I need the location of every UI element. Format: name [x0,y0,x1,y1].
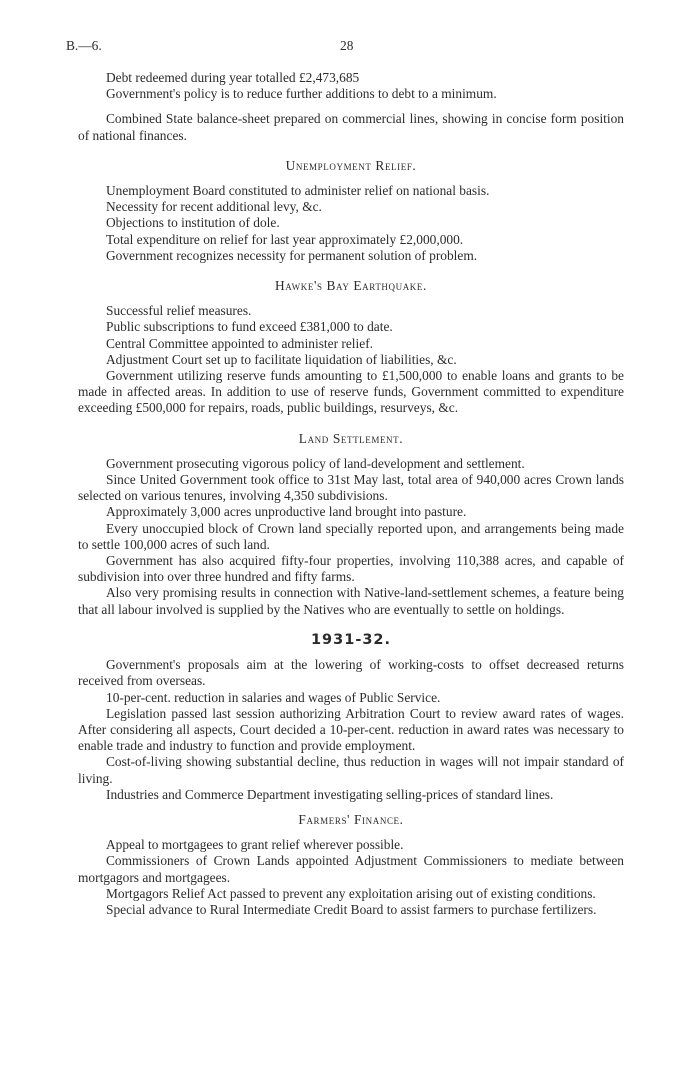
paragraph: Objections to institution of dole. [106,215,280,231]
paragraph: Government prosecuting vigorous policy of land-development and settlement. [106,455,525,471]
paragraph: 10-per-cent. reduction in salaries and wages of Public Service. [106,689,441,705]
page-header [66,38,624,58]
year-heading: 1931-32. [310,631,392,648]
paragraph: Industries and Commerce Department investigating selling-prices of standard lines. [106,786,554,802]
paragraph: Public subscriptions to fund exceed £381,000 to date. [106,319,393,335]
paragraph: Unemployment Board constituted to administer relief on national basis. [106,183,490,199]
paragraph: Government's policy is to reduce further additions to debt to a minimum. [106,86,497,102]
paragraph: Also very promising results in connection with Native-land-settlement schemes, a feature being that all labour involved is supplied by the Natives who are eventually to settle on holdings. [78,585,624,617]
paragraph: Total expenditure on relief for last year approximately £2,000,000. [106,231,464,247]
paragraph: Debt redeemed during year totalled £2,473,685 [106,70,360,85]
paragraph: Combined State balance-sheet prepared on commercial lines, showing in concise form position of national finances. [78,111,624,143]
paragraph: Necessity for recent additional levy, &c. [106,199,322,215]
paragraph: Commissioners of Crown Lands appointed Adjustment Commissioners to mediate between mortgagors and mortgagees. [78,853,624,885]
section-heading-farmers-finance: Farmers' Finance. [298,811,404,827]
page-number: 28 [340,38,354,53]
paragraph: Mortgagors Relief Act passed to prevent any exploitation arising out of existing conditions. [106,885,596,901]
document-reference: B.—6. [66,38,102,53]
paragraph: Successful relief measures. [106,303,252,319]
section-heading-unemployment: Unemployment Relief. [285,157,417,173]
paragraph: Government's proposals aim at the lowering of working-costs to offset decreased returns received from overseas. [78,657,624,689]
document-page [66,38,624,918]
paragraph: Central Committee appointed to administer relief. [106,335,373,351]
paragraph: Approximately 3,000 acres unproductive land brought into pasture. [106,504,467,520]
paragraph: Government recognizes necessity for permanent solution of problem. [106,247,478,263]
paragraph: Legislation passed last session authorizing Arbitration Court to review award rates of wages. After considering all aspects, Court decided a 10-per-cent. reduction in award rates was necessary to enable trade and industry to function and provide employment. [78,705,624,754]
paragraph: Every unoccupied block of Crown land specially reported upon, and arrangements being made to settle 100,000 acres of such land. [78,520,624,552]
section-heading-land-settlement: Land Settlement. [298,430,404,446]
paragraph: Since United Government took office to 31st May last, total area of 940,000 acres Crown lands selected on various tenures, involving 4,350 subdivisions. [78,472,624,504]
paragraph: Cost-of-living showing substantial decline, thus reduction in wages will not impair standard of living. [78,754,624,786]
paragraph: Adjustment Court set up to facilitate liquidation of liabilities, &c. [106,351,457,367]
paragraph: Government has also acquired fifty-four properties, involving 110,388 acres, and capable of subdivision into over three hundred and fifty farms. [78,553,624,585]
section-heading-earthquake: Hawke's Bay Earthquake. [275,278,427,294]
paragraph: Appeal to mortgagees to grant relief wherever possible. [106,837,404,853]
paragraph: Government utilizing reserve funds amounting to £1,500,000 to enable loans and grants to be made in affected areas. In addition to use of reserve funds, Government committed to expenditure exceeding £500,000 for repairs, roads, public buildings, resurveys, &c. [78,368,624,416]
paragraph: Special advance to Rural Intermediate Credit Board to assist farmers to purchase fertilizers. [106,901,597,917]
